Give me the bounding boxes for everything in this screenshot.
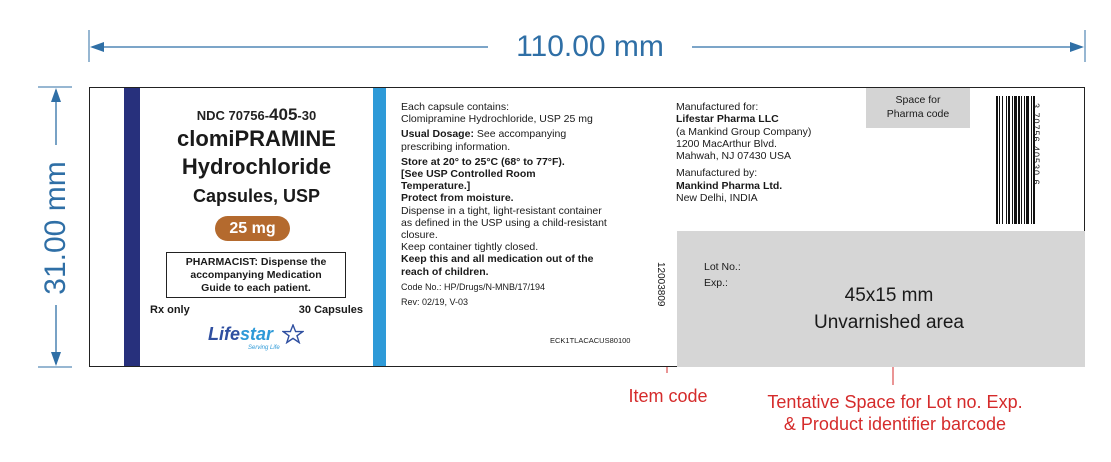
- height-arrow-top: [51, 88, 61, 102]
- directions-panel: [401, 101, 656, 308]
- barcode-bar: [1002, 96, 1003, 224]
- logo-wordmark: [208, 324, 273, 344]
- barcode-digits: 3 70756 40530 6: [1031, 103, 1041, 186]
- pharma-code-line: Space for: [895, 94, 941, 106]
- protect-moisture: Protect from moisture.: [401, 192, 514, 205]
- mfd-by-name: Mankind Pharma Ltd.: [676, 179, 783, 192]
- barcode-bar: [1024, 96, 1025, 224]
- lifestar-logo: [208, 324, 318, 354]
- item-code-annotation: Item code: [628, 386, 708, 406]
- mfd-for-address: (a Mankind Group Company): [676, 125, 812, 138]
- mfd-for-name: Lifestar Pharma LLC: [676, 113, 779, 126]
- height-dimension-label: 31.00 mm: [39, 161, 72, 295]
- drug-salt: Hydrochloride: [181, 154, 332, 179]
- mfd-for-address: Mahwah, NJ 07430 USA: [676, 150, 791, 163]
- tentative-line: Tentative Space for Lot no. Exp.: [767, 392, 1023, 412]
- manufacturer-panel: [676, 101, 876, 204]
- pharma-code-space: [866, 88, 970, 128]
- blue-color-band: [373, 88, 386, 366]
- pharmacist-notice: [166, 252, 346, 298]
- barcode-bar: [999, 96, 1000, 224]
- width-arrow-left: [90, 42, 104, 52]
- ndc-suffix: -30: [297, 108, 317, 123]
- rx-only: Rx only: [150, 304, 190, 316]
- unvarnished-area: [677, 231, 1085, 367]
- pharmacist-line: accompanying Medication: [190, 269, 322, 281]
- mfd-for-label: Manufactured for:: [676, 101, 759, 113]
- ndc-number: [140, 105, 373, 125]
- dispense-line: closure.: [401, 229, 438, 242]
- revision: Rev: 02/19, V-03: [401, 297, 469, 308]
- strength-badge: 25 mg: [215, 216, 290, 241]
- barcode-bar: [1014, 96, 1017, 224]
- mfd-for-address: 1200 MacArthur Blvd.: [676, 137, 777, 150]
- exp-label: Exp.:: [704, 277, 728, 289]
- barcode-bar: [1021, 96, 1022, 224]
- principal-display-panel: [140, 88, 373, 366]
- barcode-bar: [1026, 96, 1029, 224]
- star-icon: [282, 324, 304, 344]
- keep-reach-line: Keep this and all medication out of the: [401, 253, 594, 266]
- usual-dosage-text: See accompanying: [473, 128, 567, 141]
- mfd-by-label: Manufactured by:: [676, 167, 758, 180]
- barcode-bar: [1012, 96, 1013, 224]
- barcode-bar: [1008, 96, 1010, 224]
- storage-line: [See USP Controlled Room: [401, 168, 536, 181]
- barcode-bar: [996, 96, 998, 224]
- keep-closed: Keep container tightly closed.: [401, 241, 539, 254]
- storage-line: Store at 20° to 25°C (68° to 77°F).: [401, 155, 565, 168]
- barcode-bar: [1006, 96, 1007, 224]
- ndc-prefix: NDC 70756-: [196, 108, 270, 123]
- tentative-line: & Product identifier barcode: [783, 414, 1007, 434]
- capsule-count: 30 Capsules: [298, 304, 363, 316]
- dispense-line: Dispense in a tight, light-resistant container: [401, 204, 602, 217]
- dosage-form: Capsules, USP: [192, 186, 321, 206]
- logo-word-part2: star: [240, 324, 274, 344]
- usual-dosage-text2: prescribing information.: [401, 140, 511, 153]
- storage-line: Temperature.]: [401, 180, 471, 193]
- lot-label: Lot No.:: [704, 261, 741, 273]
- ndc-product-code: 405: [269, 105, 298, 124]
- width-dimension-label: 110.00 mm: [516, 30, 664, 63]
- contains-title: Each capsule contains:: [401, 101, 509, 113]
- navy-color-band: [124, 88, 140, 366]
- tentative-space-annotation: [730, 391, 1060, 435]
- pharmacist-line: PHARMACIST: Dispense the: [185, 256, 327, 268]
- dispense-line: as defined in the USP using a child-resistant: [401, 216, 607, 229]
- logo-word-part1: Life: [208, 324, 241, 344]
- pharma-code-line: Pharma code: [886, 108, 950, 120]
- mfd-by-address: New Delhi, INDIA: [676, 192, 758, 205]
- eck-code: ECK1TLACACUS80100: [550, 336, 631, 345]
- width-arrow-right: [1070, 42, 1084, 52]
- drug-name: clomiPRAMINE: [177, 126, 336, 151]
- keep-reach-line: reach of children.: [401, 265, 489, 278]
- usual-dosage: [401, 128, 656, 140]
- height-arrow-bottom: [51, 352, 61, 366]
- pharmacist-line: Guide to each patient.: [201, 282, 311, 294]
- unvarnished-label: Unvarnished area: [814, 312, 964, 333]
- unvarnished-size: 45x15 mm: [844, 285, 934, 306]
- barcode-bar: [1018, 96, 1020, 224]
- code-number: Code No.: HP/Drugs/N-MNB/17/194: [401, 281, 546, 292]
- contains-value: Clomipramine Hydrochloride, USP 25 mg: [401, 113, 593, 126]
- logo-tagline: Serving Life: [248, 345, 280, 351]
- usual-dosage-label: Usual Dosage:: [401, 128, 474, 141]
- vertical-item-code: 12003809: [655, 262, 666, 307]
